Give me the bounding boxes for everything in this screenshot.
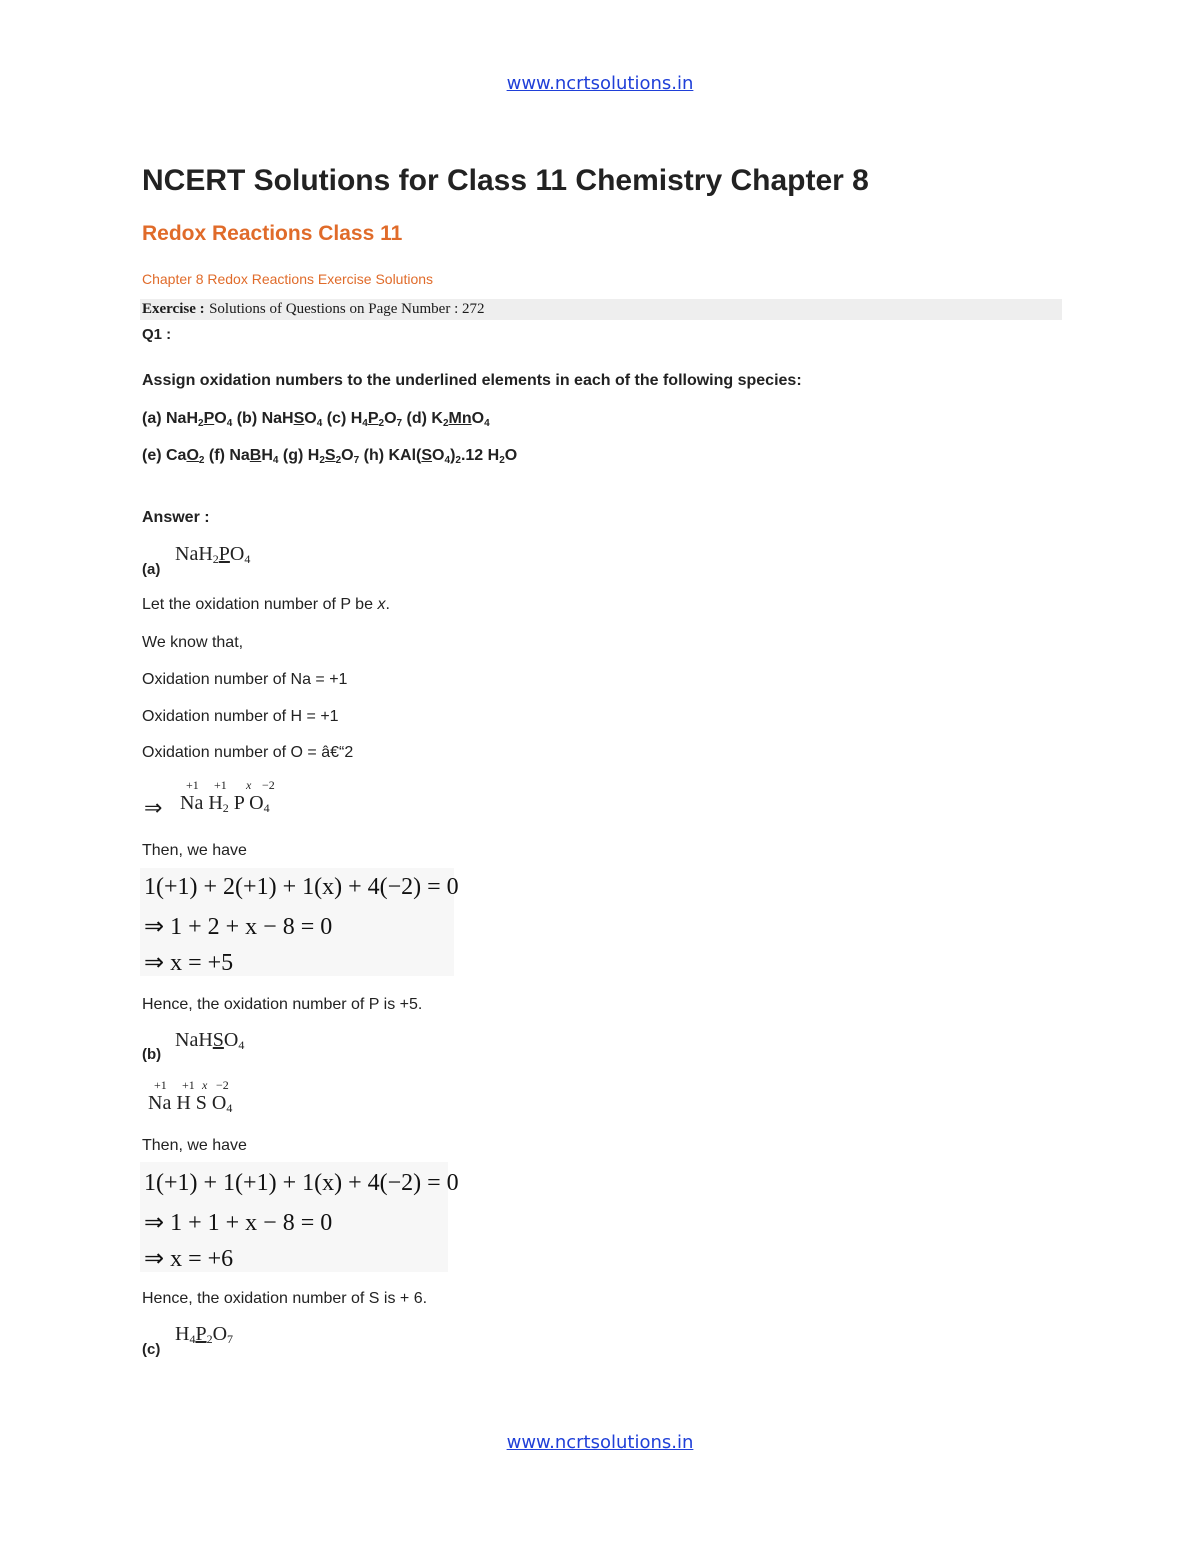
- part-c-tag: (c): [142, 1341, 161, 1358]
- part-b-tag: (b): [142, 1046, 162, 1063]
- charge-s: x: [202, 1078, 208, 1092]
- charge-na: +1: [186, 778, 199, 792]
- part-a-na: Oxidation number of Na = +1: [142, 671, 348, 688]
- part-b-eq3: ⇒ x = +6: [144, 1246, 234, 1272]
- section-heading: Chapter 8 Redox Reactions Exercise Solutions: [142, 271, 434, 287]
- charge-h: +1: [214, 778, 227, 792]
- header-site-link[interactable]: www.ncrtsolutions.in: [506, 73, 694, 94]
- species-line-1: (a) $NaH_2PO_4$ (b) NaHSO$_4$ (c) $H_4P_2O_7$ (d) $K_2MnO_4$: [142, 410, 490, 429]
- part-a-then: Then, we have: [142, 842, 247, 859]
- part-b-hence: Hence, the oxidation number of S is + 6.: [142, 1290, 428, 1307]
- part-a-let-text: Let the oxidation number of P be: [142, 596, 373, 613]
- part-a-equations: [140, 868, 459, 976]
- charge-na: +1: [154, 1078, 167, 1092]
- charge-o: −2: [262, 778, 275, 792]
- exercise-text: Solutions of Questions on Page Number : 272: [209, 301, 485, 317]
- footer: [0, 1432, 1200, 1453]
- page-title: NCERT Solutions for Class 11 Chemistry Chapter 8: [142, 164, 869, 197]
- part-b-charge-diagram: [140, 1078, 250, 1122]
- part-b-eq2: ⇒ 1 + 1 + x − 8 = 0: [144, 1210, 333, 1236]
- part-a-know: We know that,: [142, 634, 244, 651]
- footer-site-link[interactable]: www.ncrtsolutions.in: [506, 1432, 694, 1453]
- question-number: Q1 :: [142, 326, 172, 343]
- part-b-formula-charged: Na H S $O_4$: [148, 1092, 233, 1115]
- part-a-var: x: [377, 596, 386, 613]
- implies-icon: ⇒: [144, 796, 163, 821]
- species-line-2: (e) CaO$_2$ (f) NaBH$_4$ (g) $H_2S_2O_7$ (h) $KAl(SO_4)_2.12$ $H_2O$: [142, 447, 518, 466]
- part-a-eq2: ⇒ 1 + 2 + x − 8 = 0: [144, 914, 333, 940]
- part-a-tag: (a): [142, 561, 161, 578]
- exercise-bar: [140, 299, 1062, 320]
- part-a-let: Let the oxidation number of P be x.: [142, 596, 390, 613]
- part-a-eq1: 1(+1) + 2(+1) + 1(x) + 4(−2) = 0: [144, 874, 459, 900]
- part-b-equations: [140, 1162, 459, 1272]
- charge-o: −2: [216, 1078, 229, 1092]
- exercise-label: Exercise :: [142, 301, 205, 317]
- part-b-formula: NaHSO$_4$: [175, 1029, 245, 1052]
- answer-label: Answer :: [142, 509, 210, 526]
- part-a-h: Oxidation number of H = +1: [142, 708, 339, 725]
- part-a-o: Oxidation number of O = â€“2: [142, 744, 354, 761]
- part-b-then: Then, we have: [142, 1137, 247, 1154]
- part-a-formula-charged: Na $H_2$ P $O_4$: [180, 792, 270, 815]
- part-a-formula: $NaH_2PO_4$: [175, 543, 251, 566]
- part-a-charge-diagram: [140, 778, 300, 822]
- part-c-formula: $H_4P_2O_7$: [175, 1323, 234, 1346]
- charge-h: +1: [182, 1078, 195, 1092]
- charge-p: x: [246, 778, 252, 792]
- part-a-eq3: ⇒ x = +5: [144, 950, 234, 976]
- header: [0, 73, 1200, 94]
- part-a-hence: Hence, the oxidation number of P is +5.: [142, 996, 423, 1013]
- chapter-subtitle: Redox Reactions Class 11: [142, 222, 403, 245]
- part-b-eq1: 1(+1) + 1(+1) + 1(x) + 4(−2) = 0: [144, 1170, 459, 1196]
- question-prompt: Assign oxidation numbers to the underlined elements in each of the following species:: [142, 372, 802, 389]
